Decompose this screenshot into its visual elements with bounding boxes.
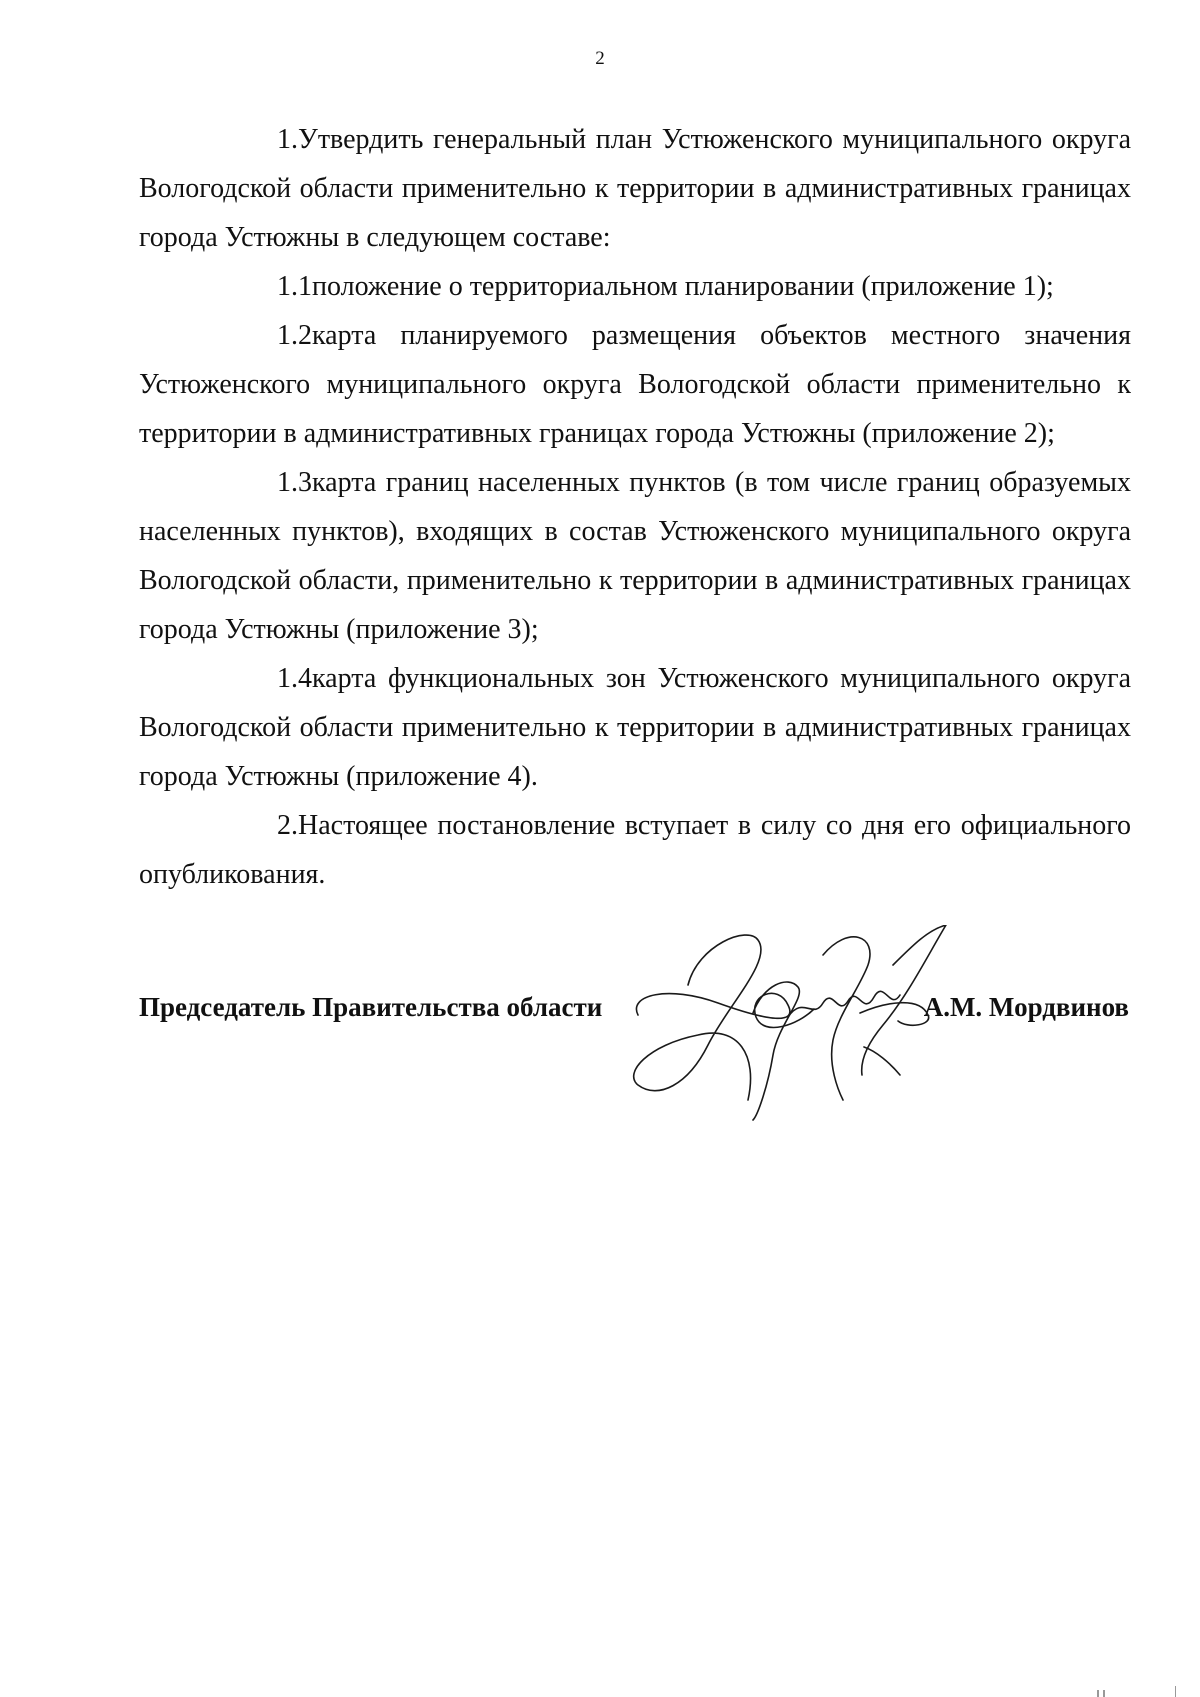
paragraph-2 <box>139 801 1131 899</box>
paragraph-1-2 <box>139 311 1131 458</box>
paragraph-number: 1.3 <box>277 467 312 498</box>
paragraph-number: 1.4 <box>277 663 312 694</box>
paragraph-text: карта функциональных зон Устюженского муниципального округа Вологодской области применительно к территории в административных границах города Устюжны (приложение 4). <box>139 663 1131 792</box>
paragraph-1-4 <box>139 654 1131 801</box>
scan-artifact <box>1103 1690 1105 1697</box>
handwritten-signature-icon <box>628 925 958 1125</box>
document-body <box>139 115 1131 899</box>
paragraph-text: положение о территориальном планировании (приложение 1); <box>312 271 1054 302</box>
page-number: 2 <box>595 48 605 69</box>
paragraph-1 <box>139 115 1131 262</box>
paragraph-text: карта планируемого размещения объектов местного значения Устюженского муниципального округа Вологодской области применительно к территории в административных границах города Устюжны (приложение 2); <box>139 320 1131 449</box>
scan-artifact <box>1175 1686 1176 1697</box>
paragraph-text: Настоящее постановление вступает в силу со дня его официального опубликования. <box>139 810 1131 890</box>
paragraph-number: 1.1 <box>277 271 312 302</box>
signatory-name: А.М. Мордвинов <box>923 992 1129 1022</box>
paragraph-text: Утвердить генеральный план Устюженского муниципального округа Вологодской области применительно к территории в административных границах города Устюжны в следующем составе: <box>139 124 1131 253</box>
paragraph-1-1 <box>139 262 1131 311</box>
paragraph-text: карта границ населенных пунктов (в том числе границ образуемых населенных пунктов), входящих в состав Устюженского муниципального округа Вологодской области, применительно к территории в административных границах города Устюжны (приложение 3); <box>139 467 1131 645</box>
signatory-title: Председатель Правительства области <box>139 992 603 1022</box>
paragraph-number: 1. <box>277 124 298 155</box>
paragraph-1-3 <box>139 458 1131 654</box>
paragraph-number: 1.2 <box>277 320 312 351</box>
paragraph-number: 2. <box>277 810 298 841</box>
scan-artifact <box>1097 1690 1099 1697</box>
